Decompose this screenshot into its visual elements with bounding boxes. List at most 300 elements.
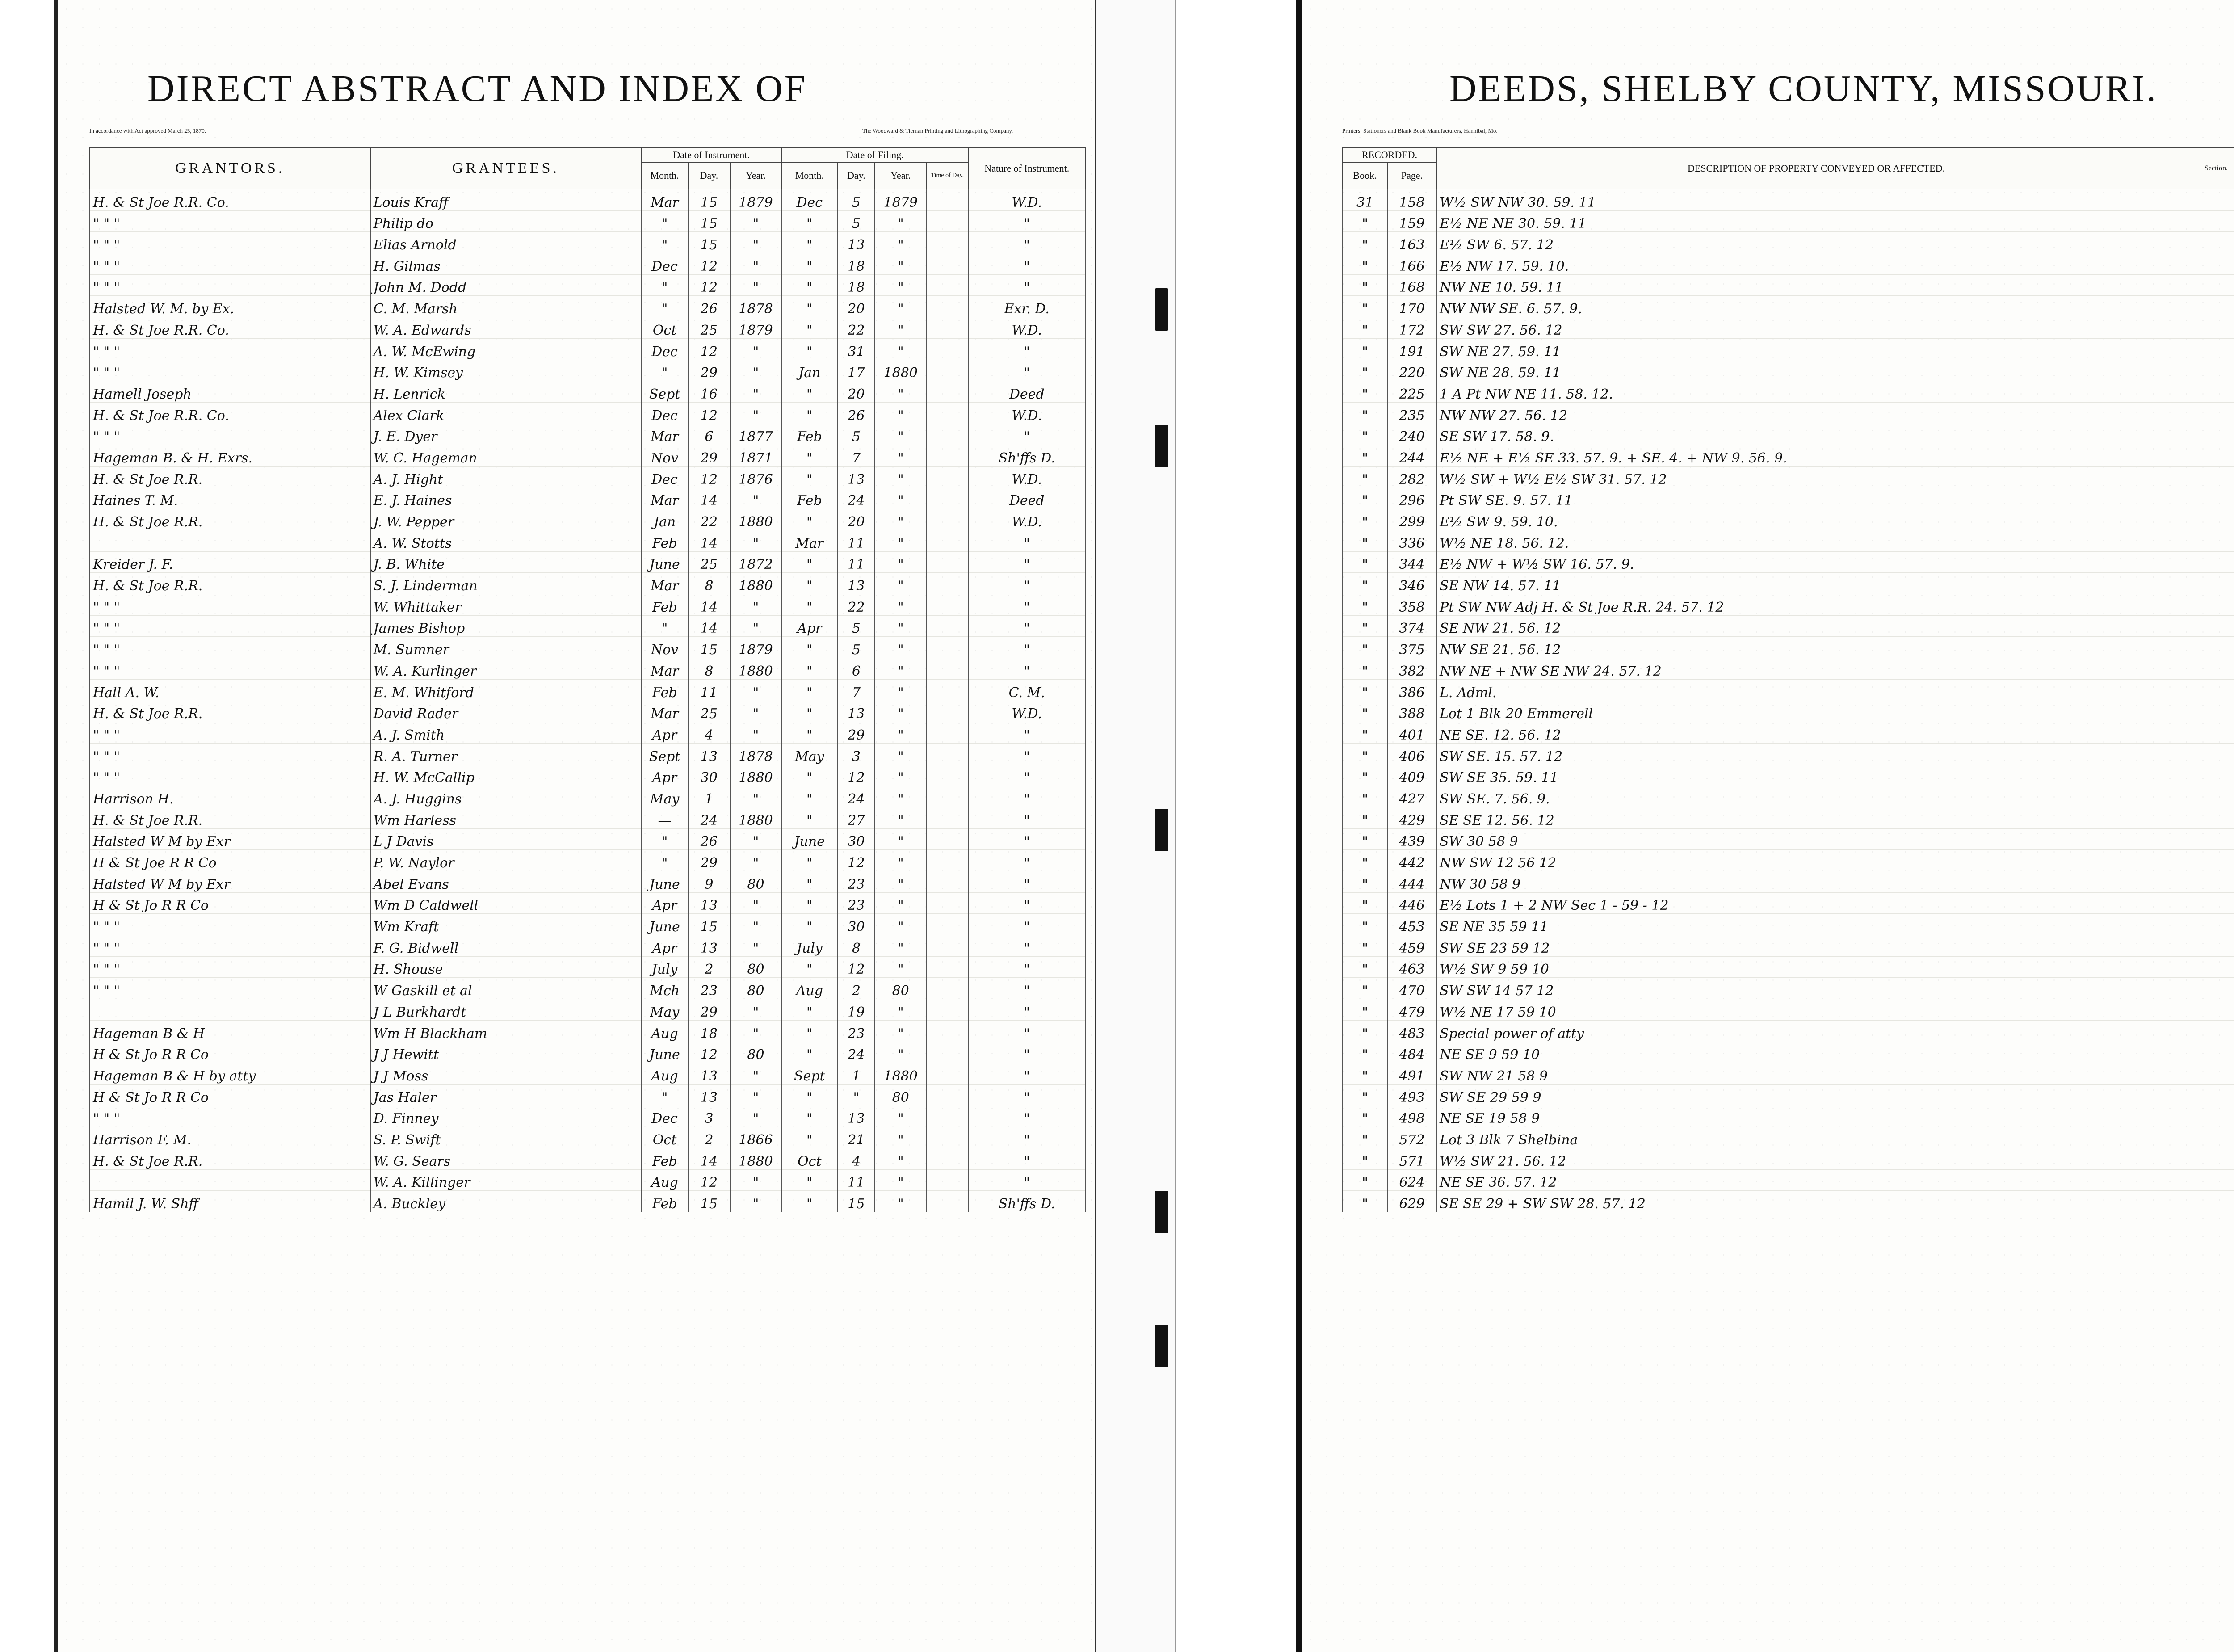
- filing-year-cell: ": [875, 722, 926, 744]
- ledger-row: [1343, 615, 2234, 637]
- grantor-cell: H. & St Joe R.R.: [90, 701, 370, 722]
- printer-note-left: The Woodward & Tiernan Printing and Lithographing Company.: [862, 127, 1013, 134]
- description-cell: SW NE 27. 59. 11: [1436, 338, 2196, 360]
- book-cell: ": [1343, 274, 1387, 296]
- filing-year-cell: ": [875, 1127, 926, 1148]
- filing-day-cell: 8: [838, 935, 875, 957]
- page-cell: 158: [1387, 189, 1436, 210]
- page-title-right: DEEDS, SHELBY COUNTY, MISSOURI.: [1449, 68, 2158, 109]
- filing-month-cell: ": [781, 551, 838, 573]
- filing-year-cell: ": [875, 871, 926, 893]
- instrument-year-cell: ": [730, 828, 781, 850]
- filing-month-cell: ": [781, 1169, 838, 1191]
- filing-month-cell: ": [781, 1106, 838, 1127]
- grantor-cell: H & St Joe R R Co: [90, 850, 370, 871]
- book-cell: ": [1343, 445, 1387, 467]
- time-of-day-cell: [926, 743, 968, 765]
- instrument-day-cell: 15: [688, 210, 730, 232]
- book-cell: ": [1343, 530, 1387, 552]
- nature-cell: ": [968, 1148, 1085, 1169]
- filing-month-cell: ": [781, 1191, 838, 1212]
- instrument-day-cell: 12: [688, 274, 730, 296]
- nature-cell: ": [968, 573, 1085, 594]
- ledger-row: [90, 402, 1085, 424]
- page-cell: 191: [1387, 338, 1436, 360]
- ledger-row: [1343, 1106, 2234, 1127]
- book-cell: ": [1343, 573, 1387, 594]
- grantee-cell: E. M. Whitford: [370, 679, 642, 701]
- grantee-cell: Louis Kraff: [370, 189, 642, 210]
- grantee-cell: J. B. White: [370, 551, 642, 573]
- ledger-row: [1343, 658, 2234, 680]
- filing-month-cell: ": [781, 338, 838, 360]
- page-cell: 168: [1387, 274, 1436, 296]
- section-cell: [2196, 765, 2234, 786]
- instrument-year-cell: 1879: [730, 637, 781, 658]
- page-cell: 498: [1387, 1106, 1436, 1127]
- ledger-row: [90, 509, 1085, 530]
- filing-day-cell: 18: [838, 274, 875, 296]
- recorded-header: RECORDED.: [1343, 148, 1436, 162]
- instrument-month-cell: June: [641, 871, 688, 893]
- filing-month-cell: ": [781, 658, 838, 680]
- filing-year-cell: ": [875, 807, 926, 828]
- ledger-row: [1343, 424, 2234, 445]
- instrument-month-cell: Nov: [641, 445, 688, 467]
- time-of-day-cell: [926, 509, 968, 530]
- ledger-row: [90, 573, 1085, 594]
- ledger-row: [90, 871, 1085, 893]
- filing-year-cell: ": [875, 999, 926, 1021]
- grantee-cell: H. W. McCallip: [370, 765, 642, 786]
- grantor-cell: [90, 999, 370, 1021]
- ledger-row: [1343, 445, 2234, 467]
- grantee-cell: A. Buckley: [370, 1191, 642, 1212]
- instrument-month-cell: Dec: [641, 466, 688, 488]
- instrument-day-cell: 12: [688, 1042, 730, 1063]
- description-cell: SW SE 29 59 9: [1436, 1084, 2196, 1106]
- instrument-year-cell: 80: [730, 1042, 781, 1063]
- filing-month-cell: ": [781, 573, 838, 594]
- filing-day-cell: 31: [838, 338, 875, 360]
- grantor-cell: " " ": [90, 935, 370, 957]
- ledger-row: [90, 850, 1085, 871]
- ledger-row: [90, 360, 1085, 381]
- instrument-month-cell: July: [641, 956, 688, 978]
- instrument-day-cell: 29: [688, 445, 730, 467]
- instrument-year-cell: ": [730, 1063, 781, 1085]
- section-cell: [2196, 679, 2234, 701]
- filing-day-cell: 12: [838, 850, 875, 871]
- time-of-day-cell: [926, 850, 968, 871]
- instrument-month-cell: Aug: [641, 1020, 688, 1042]
- filing-year-cell: ": [875, 956, 926, 978]
- filing-month-cell: ": [781, 914, 838, 935]
- section-cell: [2196, 914, 2234, 935]
- instrument-month-cell: Dec: [641, 402, 688, 424]
- description-cell: L. Adml.: [1436, 679, 2196, 701]
- filing-month-cell: Aug: [781, 978, 838, 999]
- description-cell: W½ SW NW 30. 59. 11: [1436, 189, 2196, 210]
- ledger-row: [1343, 871, 2234, 893]
- time-of-day-cell: [926, 317, 968, 339]
- description-cell: E½ SW 9. 59. 10.: [1436, 509, 2196, 530]
- description-cell: 1 A Pt NW NE 11. 58. 12.: [1436, 381, 2196, 403]
- nature-cell: ": [968, 765, 1085, 786]
- grantor-cell: H. & St Joe R.R.: [90, 509, 370, 530]
- ledger-row: [90, 658, 1085, 680]
- time-of-day-cell: [926, 615, 968, 637]
- time-of-day-cell: [926, 573, 968, 594]
- nature-cell: W.D.: [968, 466, 1085, 488]
- grantor-cell: H. & St Joe R.R.: [90, 573, 370, 594]
- nature-cell: ": [968, 658, 1085, 680]
- time-of-day-cell: [926, 488, 968, 509]
- filing-day-cell: 13: [838, 701, 875, 722]
- ledger-row: [90, 424, 1085, 445]
- ledger-row: [1343, 1020, 2234, 1042]
- instrument-day-cell: 24: [688, 807, 730, 828]
- book-cell: ": [1343, 1169, 1387, 1191]
- filing-year-cell: ": [875, 615, 926, 637]
- grantor-cell: Haines T. M.: [90, 488, 370, 509]
- filing-day-cell: 23: [838, 1020, 875, 1042]
- filing-year-cell: ": [875, 637, 926, 658]
- section-cell: [2196, 551, 2234, 573]
- description-cell: E½ SW 6. 57. 12: [1436, 232, 2196, 253]
- filing-day-cell: 29: [838, 722, 875, 744]
- grantor-cell: H. & St Joe R.R. Co.: [90, 402, 370, 424]
- instrument-year-cell: 1876: [730, 466, 781, 488]
- book-cell: ": [1343, 1191, 1387, 1212]
- section-cell: [2196, 253, 2234, 275]
- ledger-row: [90, 530, 1085, 552]
- grantee-cell: J L Burkhardt: [370, 999, 642, 1021]
- section-cell: [2196, 615, 2234, 637]
- filing-day-cell: 24: [838, 786, 875, 807]
- time-of-day-cell: [926, 274, 968, 296]
- grantee-cell: Wm H Blackham: [370, 1020, 642, 1042]
- ledger-row: [90, 892, 1085, 914]
- book-cell: ": [1343, 765, 1387, 786]
- filing-month-cell: June: [781, 828, 838, 850]
- grantee-cell: James Bishop: [370, 615, 642, 637]
- description-cell: SE NW 14. 57. 11: [1436, 573, 2196, 594]
- description-cell: SW SE 23 59 12: [1436, 935, 2196, 957]
- instrument-day-cell: 12: [688, 402, 730, 424]
- section-cell: [2196, 210, 2234, 232]
- section-cell: [2196, 871, 2234, 893]
- ledger-row: [90, 786, 1085, 807]
- section-cell: [2196, 338, 2234, 360]
- time-of-day-cell: [926, 1106, 968, 1127]
- grantor-cell: " " ": [90, 232, 370, 253]
- page-cell: 470: [1387, 978, 1436, 999]
- filing-month-cell: ": [781, 253, 838, 275]
- instrument-day-cell: 14: [688, 488, 730, 509]
- book-cell: ": [1343, 722, 1387, 744]
- page-cell: 401: [1387, 722, 1436, 744]
- instrument-month-cell: Aug: [641, 1063, 688, 1085]
- ledger-row: [1343, 1169, 2234, 1191]
- page-cell: 453: [1387, 914, 1436, 935]
- section-cell: [2196, 402, 2234, 424]
- instrument-month-cell: ": [641, 615, 688, 637]
- nature-cell: ": [968, 978, 1085, 999]
- filing-day-cell: 5: [838, 615, 875, 637]
- filing-day-cell: 12: [838, 765, 875, 786]
- book-cell: ": [1343, 828, 1387, 850]
- book-cell: ": [1343, 701, 1387, 722]
- filing-day-cell: 7: [838, 445, 875, 467]
- instrument-month-cell: ": [641, 296, 688, 317]
- filing-year-cell: ": [875, 658, 926, 680]
- filing-year-cell: ": [875, 743, 926, 765]
- time-of-day-cell: [926, 551, 968, 573]
- filing-month-cell: ": [781, 999, 838, 1021]
- nature-cell: W.D.: [968, 701, 1085, 722]
- book-cell: ": [1343, 956, 1387, 978]
- section-cell: [2196, 1063, 2234, 1085]
- page-cell: 240: [1387, 424, 1436, 445]
- grantee-cell: F. G. Bidwell: [370, 935, 642, 957]
- instrument-year-cell: 1880: [730, 807, 781, 828]
- nature-cell: ": [968, 743, 1085, 765]
- page-cell: 572: [1387, 1127, 1436, 1148]
- description-cell: W½ SW 9 59 10: [1436, 956, 2196, 978]
- nature-cell: W.D.: [968, 402, 1085, 424]
- nature-cell: W.D.: [968, 317, 1085, 339]
- instrument-year-cell: 1877: [730, 424, 781, 445]
- time-of-day-cell: [926, 807, 968, 828]
- ledger-row: [90, 274, 1085, 296]
- description-cell: NW SW 12 56 12: [1436, 850, 2196, 871]
- page-cell: 484: [1387, 1042, 1436, 1063]
- ledger-row: [1343, 551, 2234, 573]
- ledger-row: [1343, 914, 2234, 935]
- right-ledger-page: [1296, 0, 2234, 1652]
- instrument-year-cell: ": [730, 274, 781, 296]
- book-cell: ": [1343, 637, 1387, 658]
- filing-year-cell: ": [875, 530, 926, 552]
- ledger-row: [1343, 573, 2234, 594]
- time-of-day-cell: [926, 360, 968, 381]
- grantee-cell: P. W. Naylor: [370, 850, 642, 871]
- filing-day-cell: 13: [838, 232, 875, 253]
- nature-cell: ": [968, 551, 1085, 573]
- book-cell: ": [1343, 871, 1387, 893]
- filing-year-cell: ": [875, 701, 926, 722]
- ledger-row: [90, 956, 1085, 978]
- filing-year-cell: 1880: [875, 1063, 926, 1085]
- ledger-row: [1343, 402, 2234, 424]
- nature-cell: ": [968, 722, 1085, 744]
- page-cell: 282: [1387, 466, 1436, 488]
- instrument-day-cell: 3: [688, 1106, 730, 1127]
- ledger-row: [90, 978, 1085, 999]
- grantor-cell: H & St Jo R R Co: [90, 1084, 370, 1106]
- nature-header: Nature of Instrument.: [968, 148, 1085, 189]
- nature-cell: ": [968, 956, 1085, 978]
- nature-cell: ": [968, 338, 1085, 360]
- instrument-day-cell: 15: [688, 914, 730, 935]
- filing-day-cell: 18: [838, 253, 875, 275]
- grantee-cell: D. Finney: [370, 1106, 642, 1127]
- instrument-year-cell: ": [730, 338, 781, 360]
- section-cell: [2196, 999, 2234, 1021]
- time-of-day-cell: [926, 1020, 968, 1042]
- filing-day-cell: 20: [838, 381, 875, 403]
- ledger-row: [90, 722, 1085, 744]
- nature-cell: ": [968, 1042, 1085, 1063]
- filing-day-cell: 5: [838, 210, 875, 232]
- page-cell: 170: [1387, 296, 1436, 317]
- filing-month-cell: ": [781, 956, 838, 978]
- ledger-row: [1343, 594, 2234, 616]
- section-cell: [2196, 658, 2234, 680]
- grantee-cell: C. M. Marsh: [370, 296, 642, 317]
- grantee-cell: J J Hewitt: [370, 1042, 642, 1063]
- filing-day-cell: 5: [838, 189, 875, 210]
- time-of-day-cell: [926, 1169, 968, 1191]
- ledger-row: [90, 551, 1085, 573]
- instrument-day-cell: 11: [688, 679, 730, 701]
- nature-cell: ": [968, 637, 1085, 658]
- ledger-row: [1343, 956, 2234, 978]
- ledger-row: [90, 338, 1085, 360]
- section-cell: [2196, 701, 2234, 722]
- time-of-day-cell: [926, 999, 968, 1021]
- book-cell: ": [1343, 1106, 1387, 1127]
- ledger-row: [1343, 274, 2234, 296]
- instrument-day-cell: 12: [688, 1169, 730, 1191]
- grantee-cell: Wm Harless: [370, 807, 642, 828]
- grantor-cell: " " ": [90, 743, 370, 765]
- nature-cell: ": [968, 850, 1085, 871]
- grantor-cell: Halsted W. M. by Ex.: [90, 296, 370, 317]
- ledger-row: [1343, 1148, 2234, 1169]
- filing-day-cell: 19: [838, 999, 875, 1021]
- instrument-month-cell: Apr: [641, 935, 688, 957]
- instrument-year-cell: 1871: [730, 445, 781, 467]
- book-cell: ": [1343, 999, 1387, 1021]
- nature-cell: ": [968, 530, 1085, 552]
- section-cell: [2196, 466, 2234, 488]
- time-of-day-cell: [926, 892, 968, 914]
- section-cell: [2196, 594, 2234, 616]
- grantee-cell: H. Shouse: [370, 956, 642, 978]
- grantor-cell: " " ": [90, 978, 370, 999]
- description-cell: Lot 1 Blk 20 Emmerell: [1436, 701, 2196, 722]
- section-cell: [2196, 1191, 2234, 1212]
- instrument-month-cell: June: [641, 1042, 688, 1063]
- time-of-day-cell: [926, 1042, 968, 1063]
- right-ledger-rows: [1343, 189, 2234, 1212]
- instrument-year-cell: 1878: [730, 296, 781, 317]
- filing-year-cell: ": [875, 1169, 926, 1191]
- filing-month-cell: ": [781, 765, 838, 786]
- instrument-day-cell: 26: [688, 296, 730, 317]
- page-cell: 159: [1387, 210, 1436, 232]
- grantor-cell: " " ": [90, 338, 370, 360]
- filing-month-cell: July: [781, 935, 838, 957]
- book-cell: ": [1343, 743, 1387, 765]
- grantor-cell: " " ": [90, 914, 370, 935]
- filing-year-cell: ": [875, 765, 926, 786]
- page-cell: 571: [1387, 1148, 1436, 1169]
- time-of-day-cell: [926, 1127, 968, 1148]
- instrument-month-cell: Feb: [641, 530, 688, 552]
- ledger-row: [1343, 892, 2234, 914]
- instrument-day-cell: 14: [688, 530, 730, 552]
- grantees-header: GRANTEES.: [370, 148, 642, 189]
- nature-cell: ": [968, 1127, 1085, 1148]
- instrument-day-cell: 22: [688, 509, 730, 530]
- filing-day-cell: 1: [838, 1063, 875, 1085]
- grantor-cell: Harrison F. M.: [90, 1127, 370, 1148]
- section-cell: [2196, 530, 2234, 552]
- instrument-day-cell: 8: [688, 573, 730, 594]
- instrument-year-cell: 1880: [730, 765, 781, 786]
- instrument-year-cell: ": [730, 679, 781, 701]
- filing-year-cell: ": [875, 551, 926, 573]
- nature-cell: ": [968, 999, 1085, 1021]
- page-cell: 382: [1387, 658, 1436, 680]
- page-cell: 336: [1387, 530, 1436, 552]
- instrument-year-cell: 1880: [730, 573, 781, 594]
- instrument-day-cell: 15: [688, 189, 730, 210]
- filing-month-cell: ": [781, 807, 838, 828]
- book-cell: ": [1343, 892, 1387, 914]
- grantee-cell: Wm Kraft: [370, 914, 642, 935]
- grantee-cell: W. G. Sears: [370, 1148, 642, 1169]
- instrument-year-cell: ": [730, 381, 781, 403]
- time-of-day-cell: [926, 210, 968, 232]
- filing-month-cell: ": [781, 1042, 838, 1063]
- filing-month-cell: Mar: [781, 530, 838, 552]
- page-cell: 386: [1387, 679, 1436, 701]
- filing-day-cell: 20: [838, 296, 875, 317]
- time-of-day-cell: [926, 1084, 968, 1106]
- grantor-grantee-table: [89, 147, 1086, 1212]
- instrument-month-cell: Mch: [641, 978, 688, 999]
- grantee-cell: H. Gilmas: [370, 253, 642, 275]
- instrument-month-cell: ": [641, 210, 688, 232]
- description-cell: NE SE 19 58 9: [1436, 1106, 2196, 1127]
- time-of-day-cell: [926, 1191, 968, 1212]
- instrument-month-cell: May: [641, 786, 688, 807]
- grantor-cell: " " ": [90, 722, 370, 744]
- instrument-month-cell: Oct: [641, 1127, 688, 1148]
- filing-year-cell: ": [875, 466, 926, 488]
- ledger-row: [90, 1191, 1085, 1212]
- ledger-row: [90, 743, 1085, 765]
- time-of-day-cell: [926, 935, 968, 957]
- ledger-row: [1343, 381, 2234, 403]
- instrument-year-cell: ": [730, 722, 781, 744]
- time-of-day-cell: [926, 445, 968, 467]
- filing-year-cell: 80: [875, 1084, 926, 1106]
- ledger-row: [90, 701, 1085, 722]
- instrument-day-cell: 13: [688, 743, 730, 765]
- description-cell: SW SE 35. 59. 11: [1436, 765, 2196, 786]
- grantor-cell: " " ": [90, 615, 370, 637]
- nature-cell: ": [968, 914, 1085, 935]
- filing-year-cell: ": [875, 679, 926, 701]
- ledger-row: [1343, 637, 2234, 658]
- ledger-row: [90, 1169, 1085, 1191]
- ledger-row: [1343, 189, 2234, 210]
